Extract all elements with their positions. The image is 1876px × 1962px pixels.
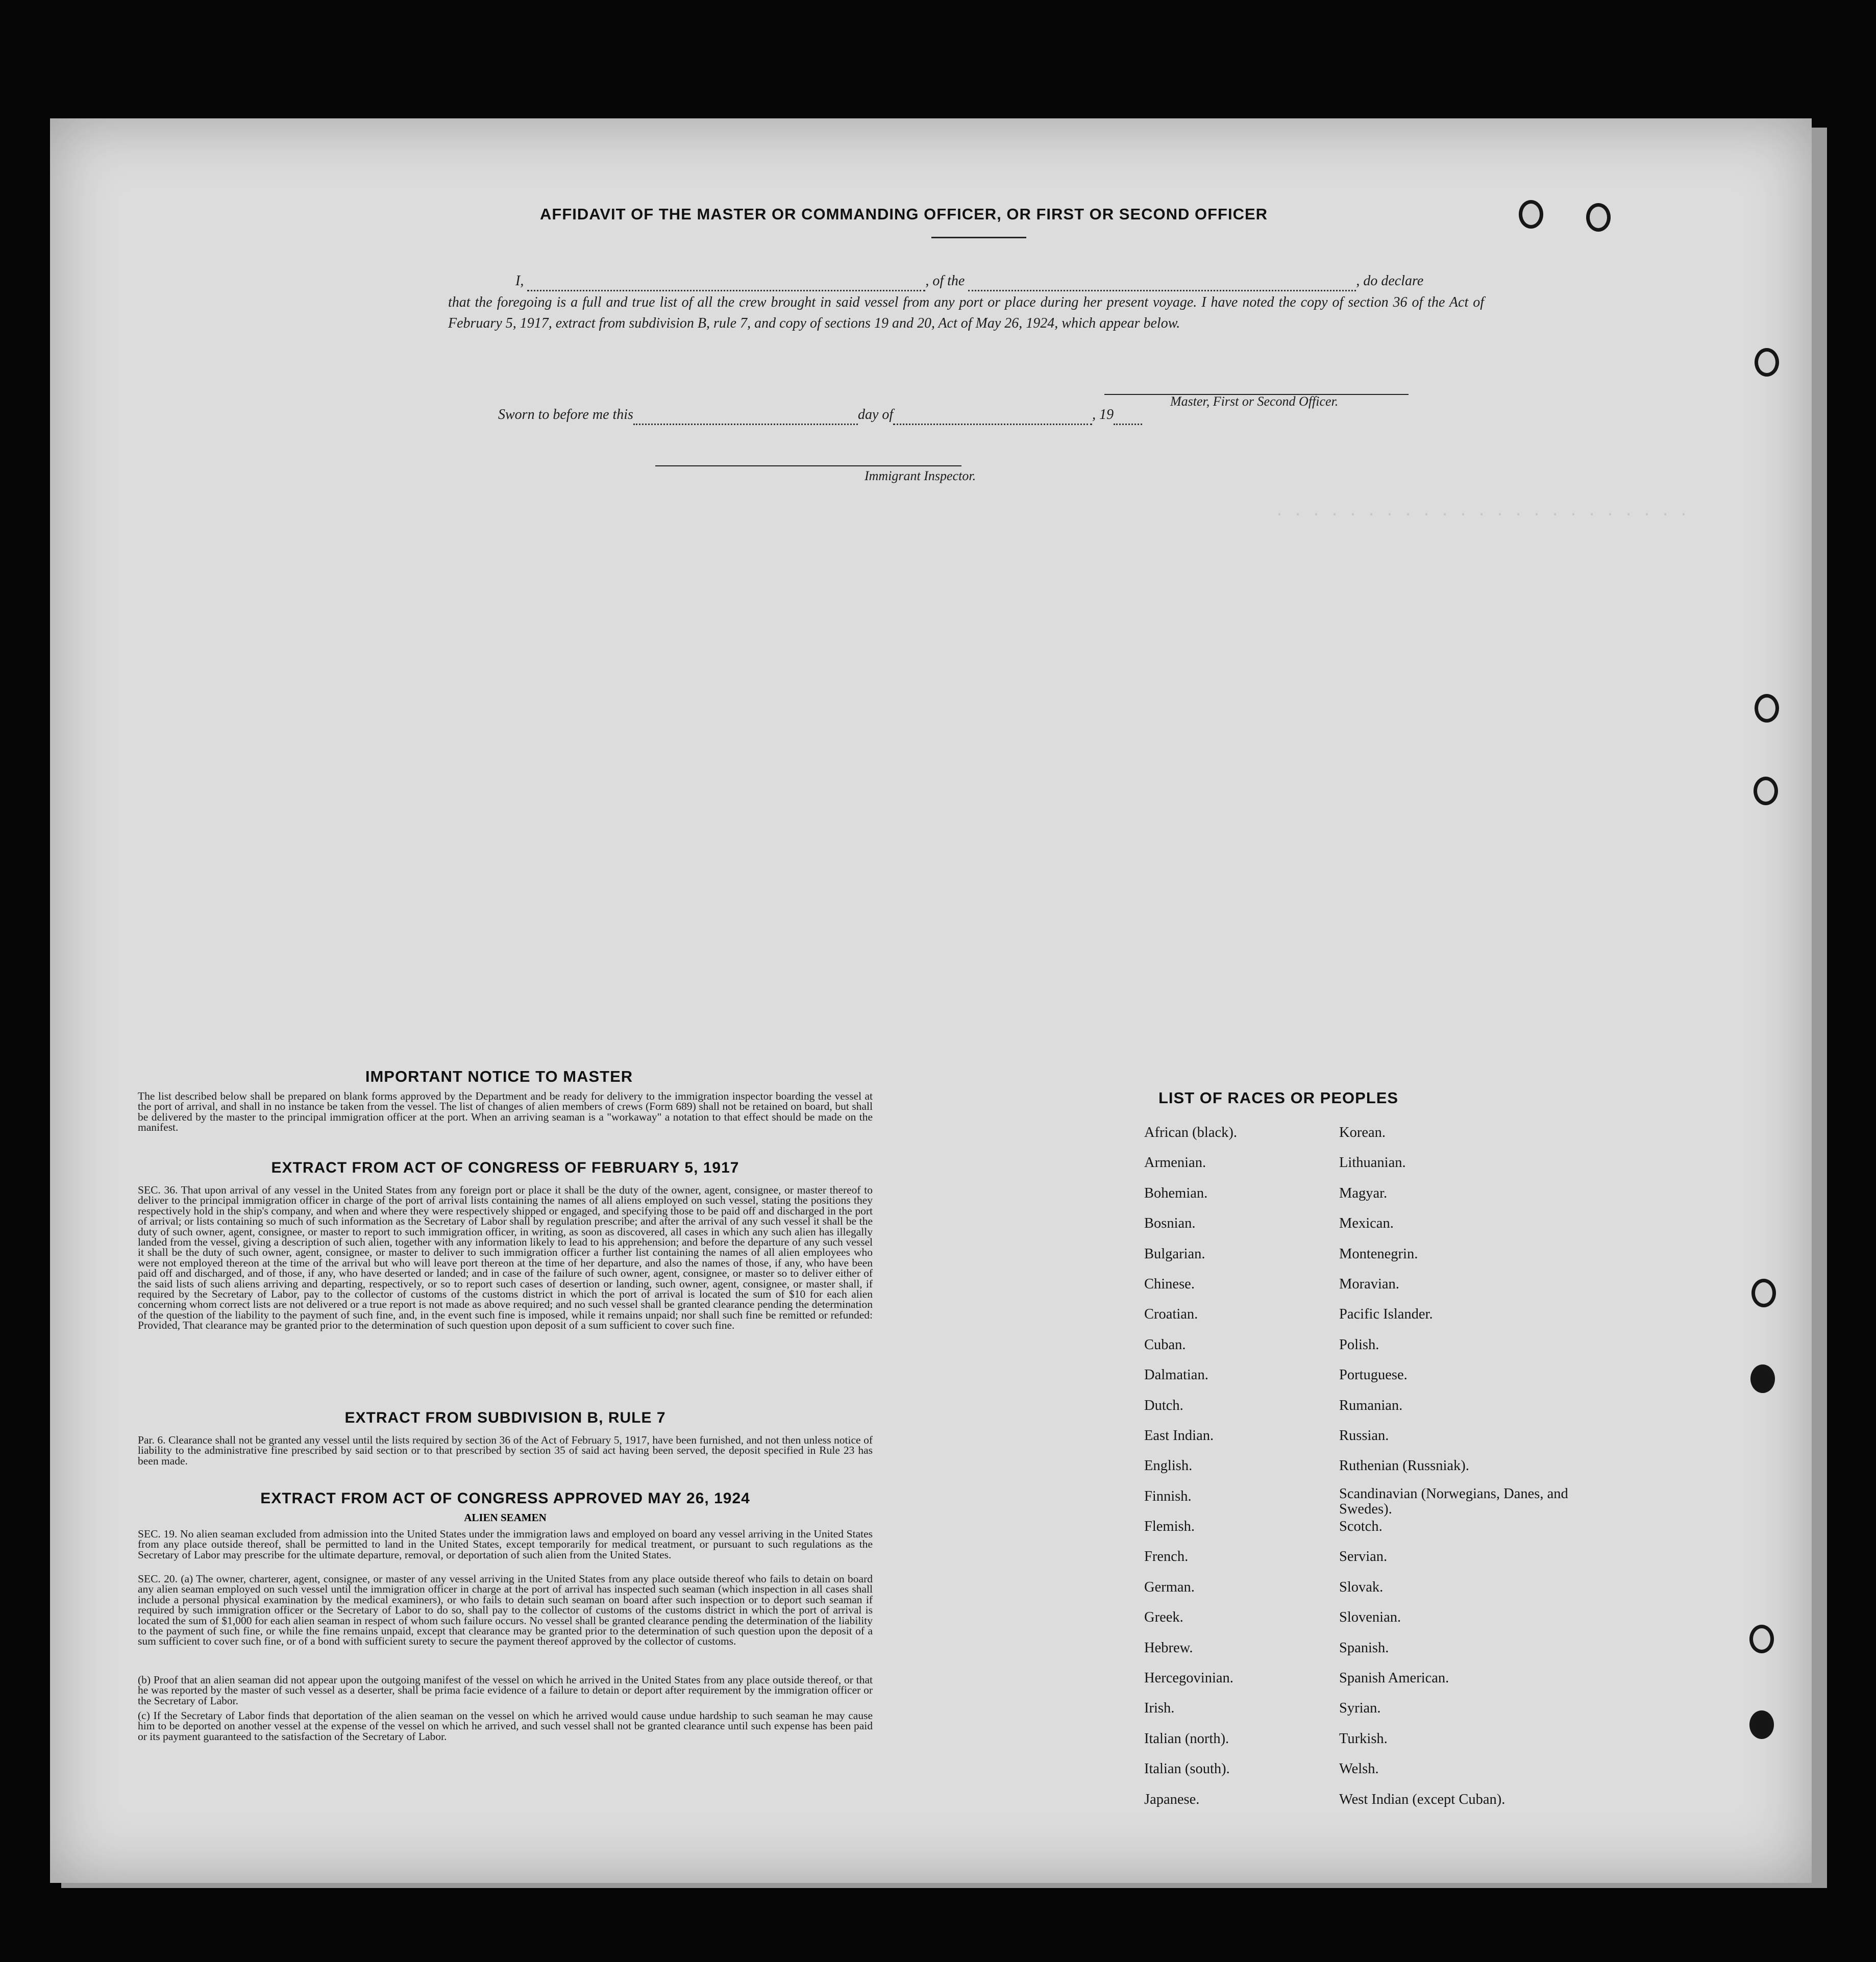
sworn-month-blank [893,424,1092,425]
races-left-column [1144,1123,1328,1820]
race-item: Finnish. [1144,1488,1192,1504]
sec-20b-text: (b) Proof that an alien seaman did not appear upon the outgoing manifest of the vessel on which he arrived in the United States from any place outside thereof, or that he was reported by the master of such vessel as a deserter, shall be prima facie evidence of a failure to detain or deport after requirement by the immigration officer or the Secretary of Labor. [138,1674,873,1707]
name-blank [527,290,925,291]
race-item: East Indian. [1144,1427,1214,1444]
race-item: Dutch. [1144,1397,1183,1413]
sec-19-text: SEC. 19. No alien seaman excluded from admission into the United States under the immigration laws and employed on board any vessel arriving in the United States from any place outside thereof, shall be permitted to land in the United States, except temporarily for medical treatment, or pursuant to such regulations as the Secretary of Labor may prescribe for the ultimate departure, removal, or deportation of such alien from the United States. [138,1528,873,1561]
punch-hole [1755,348,1779,377]
race-item: Hebrew. [1144,1640,1193,1656]
race-item: German. [1144,1579,1195,1595]
bleed-through: · · · · · · · · · · · · · · · · · · · · · · · [1275,506,1689,524]
race-item: Irish. [1144,1700,1175,1717]
alien-seamen-subtitle: ALIEN SEAMEN [464,1511,547,1524]
race-item: Turkish. [1339,1730,1388,1747]
sec-20c-text: (c) If the Secretary of Labor finds that deportation of the alien seaman on the vessel on which he arrived would cause undue hardship to such seaman he may cause him to be deported on another vessel at the expense of the vessel on which he arrived, and such vessel shall not be granted clearance until such expense has been paid or its payment guaranteed to the satisfaction of the Secretary of Labor. [138,1709,873,1743]
rule-7-title: EXTRACT FROM SUBDIVISION B, RULE 7 [344,1409,666,1426]
sworn-line [498,404,1264,425]
title-underline [931,237,1026,238]
race-item: Welsh. [1339,1761,1379,1777]
race-item: Cuban. [1144,1336,1186,1353]
race-item: Spanish. [1339,1640,1389,1656]
race-item: Scotch. [1339,1519,1383,1535]
race-item: Croatian. [1144,1306,1198,1323]
race-item: Spanish American. [1339,1670,1449,1686]
race-item: Polish. [1339,1336,1379,1353]
race-item: Flemish. [1144,1519,1195,1535]
sworn-prefix: Sworn to before me this [498,407,633,423]
race-item: Ruthenian (Russniak). [1339,1458,1469,1474]
punch-hole [1750,1364,1775,1393]
rule-7-body: Par. 6. Clearance shall not be granted any vessel until the lists required by section 36 of the Act of February 5, 1917, have been furnished, and not then unless notice of liability to the administrative fine prescribed by said section or to that prescribed by section 35 of said act having been served, the deposit specified in Rule 23 has been made. [138,1434,873,1467]
sworn-day-blank [633,424,858,425]
punch-hole [1755,694,1779,723]
race-item: Korean. [1339,1125,1386,1140]
race-item: Syrian. [1339,1700,1381,1717]
document-page [50,118,1812,1883]
extract-1924-title: EXTRACT FROM ACT OF CONGRESS APPROVED MAY 26, 1924 [260,1490,750,1507]
declaration-end: , do declare [1356,273,1424,289]
punch-hole [1749,1625,1774,1653]
race-item: Japanese. [1144,1791,1200,1807]
race-item: Magyar. [1339,1185,1388,1201]
race-item: Rumanian. [1339,1397,1403,1413]
race-item: Italian (north). [1144,1730,1229,1747]
extract-1917-title: EXTRACT FROM ACT OF CONGRESS OF FEBRUARY 5, 1917 [271,1159,739,1176]
notice-title: IMPORTANT NOTICE TO MASTER [365,1067,633,1085]
race-item: Pacific Islander. [1339,1306,1433,1323]
punch-hole [1749,1710,1774,1739]
affidavit-body: that the foregoing is a full and true list of all the crew brought in said vessel from any port or place during her present voyage. I have noted the copy of section 36 of the Act of February 5, 1917, extract from subdivision B, rule 7, and copy of sections 19 and 20, Act of May 26, 1924, which appear below. [448,294,1484,331]
race-item: Russian. [1339,1427,1389,1444]
race-item: Montenegrin. [1339,1246,1418,1262]
affidavit-title: AFFIDAVIT OF THE MASTER OR COMMANDING OFFICER, OR FIRST OR SECOND OFFICER [540,205,1268,223]
races-title: LIST OF RACES OR PEOPLES [1158,1089,1399,1107]
race-item: Greek. [1144,1609,1183,1626]
master-label: Master, First or Second Officer. [1170,394,1339,409]
race-item: West Indian (except Cuban). [1339,1791,1505,1807]
inspector-label: Immigrant Inspector. [865,468,976,483]
punch-hole [1754,777,1778,805]
notice-body: The list described below shall be prepared on blank forms approved by the Department and be ready for delivery to the immigration inspector boarding the vessel at the port of arrival, and shall in no instance be taken from the vessel. The list of changes of alien members of crews (Form 689) shall not be retained on board, but shall be delivered by the master to the principal immigration officer at the port. When an arriving seaman is a "workaway" a notation to that effect should be made on the manifest. [138,1090,873,1134]
race-item: English. [1144,1458,1193,1474]
sec-20a-text: SEC. 20. (a) The owner, charterer, agent, consignee, or master of any vessel arriving in the United States from any place outside thereof who fails to detain on board any alien seaman employed on such vessel until the immigration officer in charge at the port of arrival has inspected such seaman (which inspection in all cases shall include a personal physical examination by the medical examiners), or who fails to detain such seaman on board after such inspection or to deport such seaman if required by such immigration officer or the Secretary of Labor to do so, shall pay to the collector of customs of the customs district in which the port of arrival is located the sum of $1,000 for each alien seaman in respect of whom such failure occurs. No vessel shall be granted clearance pending the determination of the liability to the payment of such fine, or while the fine remains unpaid, except that clearance may be granted prior to the determination of such question upon the deposit of a sum sufficient to cover such fine, or of a bond with sufficient surety to secure the payment thereof approved by the collector of customs. [138,1573,873,1648]
punch-hole [1586,203,1611,232]
race-item: Slovenian. [1339,1609,1401,1626]
race-item: African (black). [1144,1125,1237,1140]
race-item: Bohemian. [1144,1185,1208,1201]
race-item: Armenian. [1144,1155,1206,1171]
race-item: Italian (south). [1144,1761,1230,1777]
races-right-column [1339,1123,1605,1820]
race-item: Hercegovinian. [1144,1670,1233,1686]
vessel-blank [968,290,1356,291]
affidavit-declaration-line [499,270,1469,291]
race-item: Mexican. [1339,1215,1394,1232]
race-item: Scandinavian (Norwegians, Danes, and Swedes). [1339,1485,1568,1517]
race-item: French. [1144,1549,1189,1565]
race-item: Portuguese. [1339,1367,1408,1383]
extract-1917-body: SEC. 36. That upon arrival of any vessel in the United States from any foreign port or place it shall be the duty of the owner, agent, consignee, or master thereof to deliver to the principal immigration officer in charge of the port of arrival lists containing the names of all aliens employed on such vessel, stating the positions they respectively hold in the ship's company, and when and where they were respectively shipped or engaged, and specifying those to be paid off and discharged in the port of arrival; or lists containing so much of such information as the Secretary of Labor shall by regulation prescribe; and after the arrival of any such vessel it shall be the duty of such owner, agent, consignee, or master to report to such immigration officer, in writing, as soon as discovered, all cases in which any such alien has illegally landed from the vessel, giving a description of such alien, together with any information likely to lead to his apprehension; and before the departure of any such vessel it shall be the duty of such owner, agent, consignee, or master to deliver to such immigration officer a further list containing the names of all alien employees who were not employed thereon at the time of the arrival but who will leave port thereon at the time of her departure, and also the names of those, if any, who have been paid off and discharged, and of those, if any, who have deserted or landed; and in case of the failure of such owner, agent, consignee, or master so to deliver either of the said lists of such aliens arriving and departing, respectively, or so to report such cases of desertion or landing, such owner, agent, consignee, or master shall, if required by the Secretary of Labor, pay to the collector of customs of the customs district in which the port of arrival is located the sum of $10 for each alien concerning whom correct lists are not delivered or a true report is not made as above required; and no such vessel shall be granted clearance pending the determination of the question of the liability to the payment of such fine, and, in the event such fine is imposed, while it remains unpaid; nor shall such fine be remitted or refunded: Provided, That clearance may be granted prior to the determination of such question upon deposit of a sum sufficient to cover such fine. [138,1184,873,1332]
declaration-prefix: I, [515,273,524,289]
punch-hole [1751,1279,1776,1307]
sworn-day-label: day of [857,407,894,423]
declaration-middle: , of the [925,273,965,289]
race-item: Chinese. [1144,1276,1195,1292]
race-item: Slovak. [1339,1579,1384,1595]
sworn-year-blank [1114,424,1142,425]
race-item: Lithuanian. [1339,1155,1406,1171]
race-item: Moravian. [1339,1276,1399,1292]
race-item: Servian. [1339,1549,1388,1565]
race-item: Bulgarian. [1144,1246,1205,1262]
punch-hole [1519,200,1543,229]
race-item: Bosnian. [1144,1215,1196,1232]
sworn-year-label: , 19 [1092,407,1114,423]
race-item: Dalmatian. [1144,1367,1208,1383]
